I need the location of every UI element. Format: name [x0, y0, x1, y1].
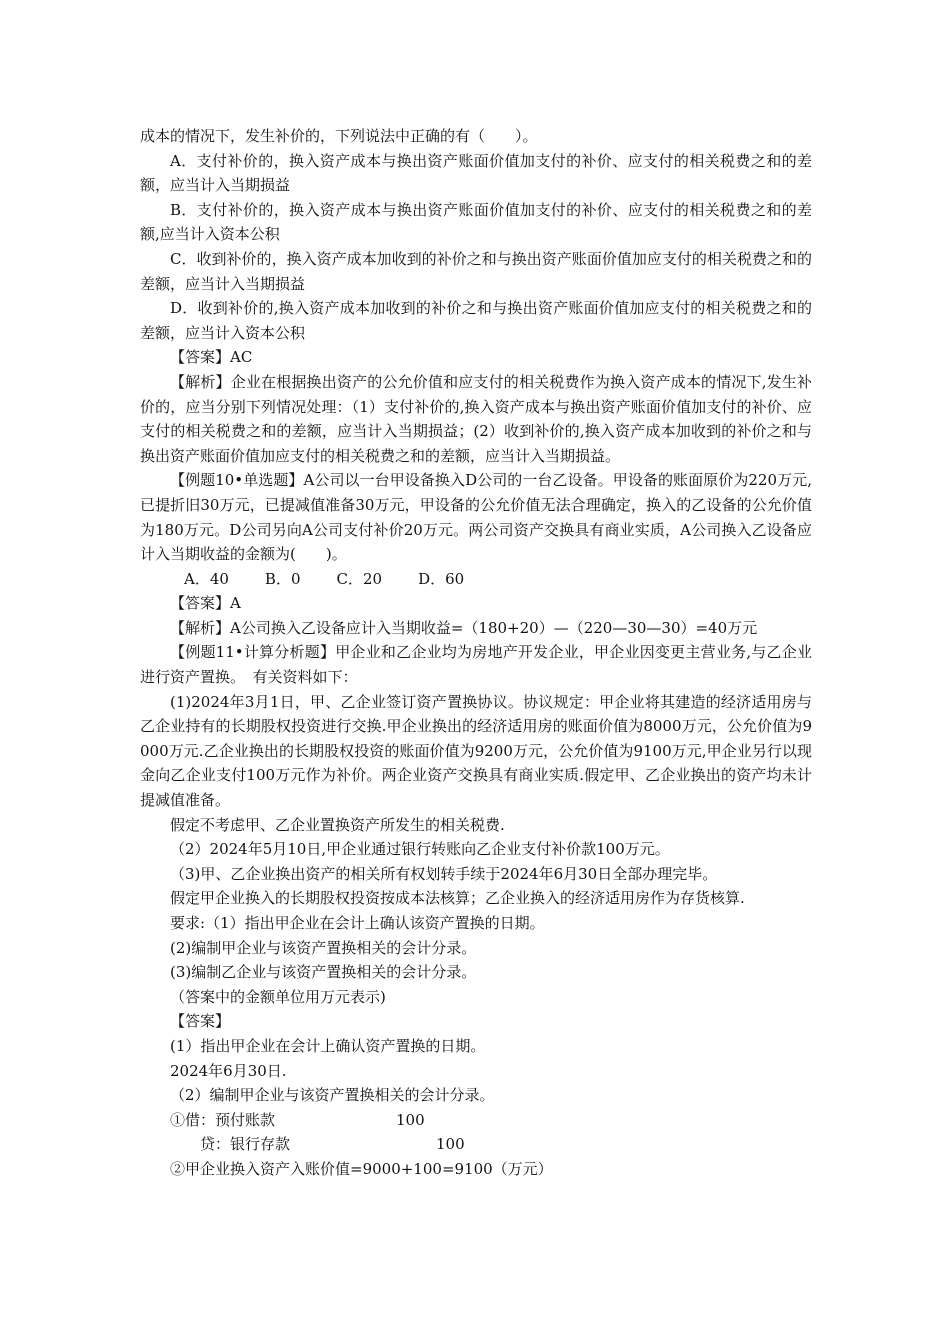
example-11-material-1: (1)2024年3月1日，甲、乙企业签订资产置换协议。协议规定：甲企业将其建造的经济适用房与乙企业持有的长期股权投资进行交换.甲企业换出的经济适用房的账面价值为8000万元，公允价值为9000万元.乙企业换出的长期股权投资的账面价值为9200万元，公允价值为9100万元,甲企业另行以现金向乙企业支付100万元作为补价。两企业资产交换具有商业实质.假定甲、乙企业换出的资产均未计提减值准备。: [140, 692, 812, 810]
document-page: [140, 124, 812, 1182]
answer-11-part-1: (1）指出甲企业在会计上确认资产置换的日期。: [170, 1036, 486, 1055]
answer-11-date: 2024年6月30日.: [170, 1061, 287, 1080]
answer-11-part-2: （2）编制甲企业与该资产置换相关的会计分录。: [170, 1086, 495, 1105]
example-10: 【例题10•单选题】A公司以一台甲设备换入D公司的一台乙设备。甲设备的账面原价为220万元,已提折旧30万元，已提减值准备30万元，甲设备的公允价值无法合理确定，换入的乙设备的公允价值为180万元。D公司另向A公司支付补价20万元。两公司资产交换具有商业实质，A公司换入乙设备应计入当期收益的金额为( )。: [140, 471, 812, 564]
ex10-option-d: D．60: [418, 569, 465, 588]
analysis-1: 【解析】企业在根据换出资产的公允价值和应支付的相关税费作为换入资产成本的情况下,发生补价的，应当分别下列情况处理：（1）支付补价的,换入资产成本与换出资产账面价值加支付的补价、应支付的相关税费之和的差额，应当计入当期损益；(2）收到补价的,换入资产成本加收到的补价之和与换出资产账面价值加应支付的相关税费之和的差额，应当计入当期损益。: [140, 372, 812, 465]
credit-label: 贷：银行存款: [200, 1135, 291, 1154]
answer-1: 【答案】AC: [170, 348, 253, 367]
option-a: A．支付补价的，换入资产成本与换出资产账面价值加支付的补价、应支付的相关税费之和的差额，应当计入当期损益: [140, 151, 812, 195]
debit-amount: 100: [396, 1110, 425, 1129]
answer-10: 【答案】A: [170, 594, 241, 613]
option-d: D．收到补价的,换入资产成本加收到的补价之和与换出资产账面价值加应支付的相关税费之和的差额，应当计入资本公积: [140, 299, 812, 342]
example-11-material-3: （3)甲、乙企业换出资产的相关所有权划转手续于2024年6月30日全部办理完毕。: [170, 864, 718, 883]
unit-note: （答案中的金额单位用万元表示): [170, 987, 386, 1006]
example-11-assumption-2: 假定甲企业换入的长期股权投资按成本法核算；乙企业换入的经济适用房作为存货核算.: [170, 889, 745, 908]
requirement-1: 要求:（1）指出甲企业在会计上确认该资产置换的日期。: [170, 914, 545, 932]
example-11-assumption-1: 假定不考虑甲、乙企业置换资产所发生的相关税费.: [170, 815, 505, 834]
requirement-3: (3)编制乙企业与该资产置换相关的会计分录。: [170, 963, 477, 982]
ex10-option-b: B．0: [264, 569, 301, 588]
journal-entry-credit: [140, 1132, 812, 1157]
analysis-10: 【解析】A公司换入乙设备应计入当期收益=（180+20）—（220—30—30）=40万元: [170, 618, 758, 637]
credit-amount: 100: [436, 1135, 465, 1154]
example-10-options: [140, 567, 812, 592]
question-stem-tail: 成本的情况下，发生补价的，下列说法中正确的有（ ）。: [140, 127, 538, 145]
journal-entry-debit: [140, 1108, 812, 1133]
answer-11-heading: 【答案】: [170, 1012, 231, 1031]
option-c: C．收到补价的，换入资产成本加收到的补价之和与换出资产账面价值加应支付的相关税费之和的差额，应当计入当期损益: [140, 249, 812, 293]
requirement-2: (2)编制甲企业与该资产置换相关的会计分录。: [170, 938, 477, 957]
ex10-option-c: C．20: [336, 569, 383, 588]
ex10-option-a: A．40: [184, 569, 229, 588]
answer-11-entry-value: ②甲企业换入资产入账价值=9000+100=9100（万元）: [170, 1159, 553, 1178]
debit-label: ①借：预付账款: [170, 1110, 276, 1129]
option-b: B．支付补价的，换入资产成本与换出资产账面价值加支付的补价、应支付的相关税费之和的差额,应当计入资本公积: [140, 200, 812, 244]
example-11: 【例题11•计算分析题】甲企业和乙企业均为房地产开发企业，甲企业因变更主营业务,与乙企业进行资产置换。 有关资料如下：: [140, 643, 812, 687]
example-11-material-2: （2）2024年5月10日,甲企业通过银行转账向乙企业支付补价款100万元。: [170, 840, 670, 859]
